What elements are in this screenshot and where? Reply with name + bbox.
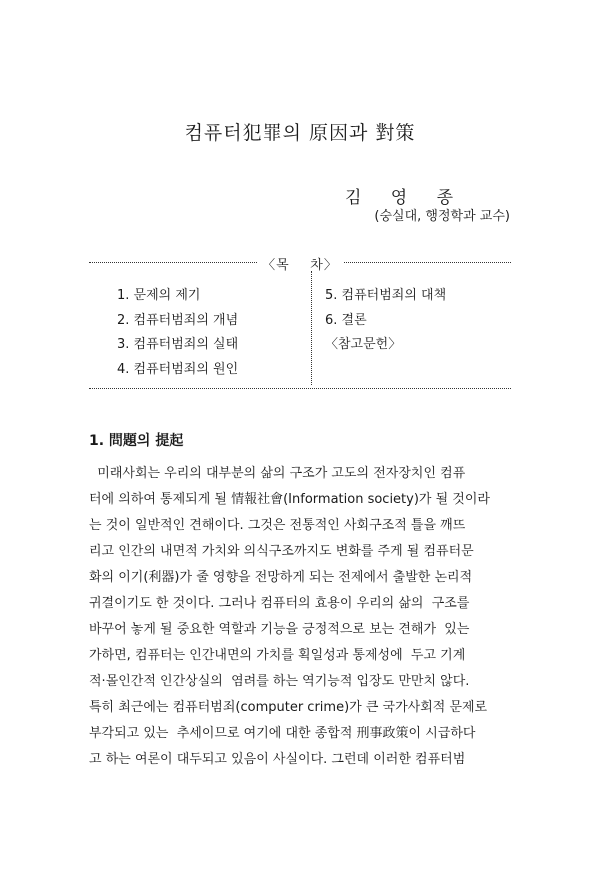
body-line: 부각되고 있는 추세이므로 여기에 대한 종합적 刑事政策이 시급하다 [89, 726, 476, 741]
toc-heading: 〈목 차〉 [257, 254, 343, 273]
toc-item: 3. 컴퓨터범죄의 실태 [117, 337, 239, 352]
toc-item: 〈참고문헌〉 [325, 337, 402, 352]
body-line: 는 것이 일반적인 견해이다. 그것은 전통적인 사회구조적 틀을 깨뜨 [89, 518, 466, 533]
paper-title: 컴퓨터犯罪의 原因과 對策 [184, 122, 416, 144]
toc-divider [311, 271, 312, 385]
toc-left-column [117, 284, 238, 382]
toc-item: 2. 컴퓨터범죄의 개념 [117, 312, 239, 328]
toc-item: 4. 컴퓨터범죄의 원인 [117, 361, 239, 377]
body-line: 고 하는 여론이 대두되고 있음이 사실이다. 그런데 이러한 컴퓨터범 [89, 752, 466, 767]
body-paragraph [89, 461, 511, 773]
body-line: 리고 인간의 내면적 가치와 의식구조까지도 변화를 주게 될 컴퓨터문 [89, 544, 474, 559]
section-title: 1. 問題의 提起 [89, 433, 184, 449]
toc-item: 1. 문제의 제기 [117, 288, 201, 303]
body-line: 적·몰인간적 인간상실의 염려를 하는 역기능적 입장도 만만치 않다. [89, 674, 470, 689]
author-affiliation: (숭실대, 행정학과 교수) [374, 209, 510, 224]
toc-right-column [325, 284, 446, 358]
table-of-contents [89, 258, 511, 389]
body-line: 터에 의하여 통제되게 될 情報社會(Information society)가 될 것이라 [89, 492, 490, 507]
author-name: 김 영 종 [344, 188, 466, 208]
body-line: 특히 최근에는 컴퓨터범죄(computer crime)가 큰 국가사회적 문제로 [89, 700, 488, 715]
toc-item: 6. 결론 [325, 312, 367, 328]
body-line: 귀결이기도 한 것이다. 그러나 컴퓨터의 효용이 우리의 삶의 구조를 [89, 596, 470, 611]
body-line: 화의 이기(利器)가 줄 영향을 전망하게 되는 전제에서 출발한 논리적 [89, 570, 473, 585]
body-line: 미래사회는 우리의 대부분의 삶의 구조가 고도의 전자장치인 컴퓨 [89, 466, 466, 481]
body-line: 가하면, 컴퓨터는 인간내면의 가치를 획일성과 통제성에 두고 기계 [89, 648, 466, 663]
toc-item: 5. 컴퓨터범죄의 대책 [325, 288, 447, 303]
body-line: 바꾸어 놓게 될 중요한 역할과 기능을 긍정적으로 보는 견해가 있는 [89, 622, 470, 637]
